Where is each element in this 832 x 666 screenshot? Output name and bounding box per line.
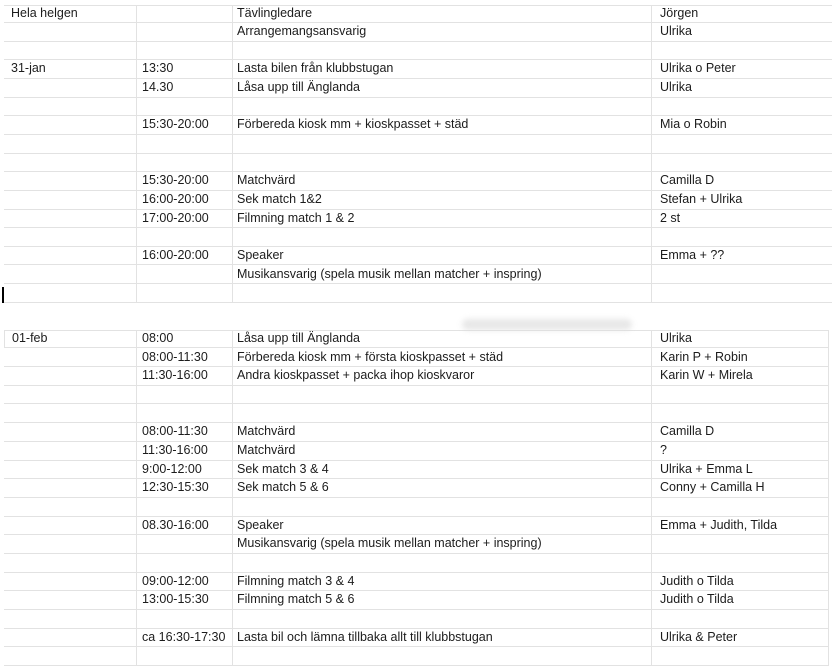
task-cell[interactable] — [233, 386, 652, 405]
person-cell[interactable]: Karin P + Robin — [652, 348, 829, 367]
date-cell[interactable] — [4, 479, 137, 498]
time-cell[interactable]: 11:30-16:00 — [137, 367, 233, 386]
time-cell[interactable] — [137, 386, 233, 405]
date-cell[interactable] — [4, 265, 137, 284]
task-cell[interactable]: Förbereda kiosk mm + kioskpasset + städ — [233, 116, 652, 135]
time-cell[interactable]: 08:00 — [137, 330, 233, 349]
date-cell[interactable] — [4, 79, 137, 98]
time-cell[interactable]: 13:30 — [137, 60, 233, 79]
date-cell[interactable] — [4, 172, 137, 191]
date-cell[interactable] — [4, 573, 137, 592]
text-cursor-caret — [2, 287, 4, 303]
time-cell[interactable]: 17:00-20:00 — [137, 210, 233, 229]
task-cell[interactable]: Tävlingledare — [233, 5, 652, 24]
time-cell[interactable] — [137, 23, 233, 42]
task-cell[interactable] — [233, 647, 652, 666]
task-cell[interactable]: Filmning match 5 & 6 — [233, 591, 652, 610]
person-cell[interactable]: Camilla D — [652, 423, 829, 442]
person-cell[interactable] — [652, 554, 829, 573]
person-cell[interactable]: Conny + Camilla H — [652, 479, 829, 498]
time-cell[interactable]: 08.30-16:00 — [137, 517, 233, 536]
date-cell[interactable] — [4, 629, 137, 648]
date-cell[interactable]: Hela helgen — [4, 5, 137, 24]
time-cell[interactable]: ca 16:30-17:30 — [137, 629, 233, 648]
task-cell[interactable]: Musikansvarig (spela musik mellan matcher + inspring) — [233, 265, 652, 284]
time-cell[interactable]: 16:00-20:00 — [137, 247, 233, 266]
task-cell[interactable] — [233, 554, 652, 573]
time-cell[interactable]: 09:00-12:00 — [137, 573, 233, 592]
schedule-grid-day2 — [4, 330, 829, 666]
schedule-grid-day1 — [4, 5, 832, 303]
task-cell[interactable] — [233, 98, 652, 117]
task-cell[interactable] — [233, 154, 652, 173]
date-cell[interactable] — [4, 98, 137, 117]
person-cell[interactable] — [652, 265, 832, 284]
time-cell[interactable] — [137, 404, 233, 423]
task-cell[interactable]: Sek match 3 & 4 — [233, 461, 652, 480]
person-cell[interactable]: Ulrika + Emma L — [652, 461, 829, 480]
time-cell[interactable] — [137, 154, 233, 173]
task-cell[interactable]: Andra kioskpasset + packa ihop kioskvaror — [233, 367, 652, 386]
person-cell[interactable] — [652, 647, 829, 666]
time-cell[interactable] — [137, 647, 233, 666]
date-cell[interactable] — [4, 247, 137, 266]
date-cell[interactable] — [4, 191, 137, 210]
date-cell[interactable]: 31-jan — [4, 60, 137, 79]
time-cell[interactable] — [137, 5, 233, 24]
task-cell[interactable]: Lasta bilen från klubbstugan — [233, 60, 652, 79]
task-cell[interactable]: Filmning match 1 & 2 — [233, 210, 652, 229]
time-cell[interactable] — [137, 284, 233, 303]
time-cell[interactable]: 15:30-20:00 — [137, 116, 233, 135]
time-cell[interactable]: 08:00-11:30 — [137, 348, 233, 367]
person-cell[interactable] — [652, 284, 832, 303]
person-cell[interactable]: Ulrika — [652, 330, 829, 349]
time-cell[interactable] — [137, 135, 233, 154]
date-cell[interactable] — [4, 367, 137, 386]
time-cell[interactable] — [137, 98, 233, 117]
task-cell[interactable]: Sek match 5 & 6 — [233, 479, 652, 498]
date-cell[interactable] — [4, 461, 137, 480]
date-cell[interactable] — [4, 284, 137, 303]
date-cell[interactable] — [4, 23, 137, 42]
date-cell[interactable] — [4, 116, 137, 135]
person-cell[interactable] — [652, 98, 832, 117]
person-cell[interactable]: Emma + Judith, Tilda — [652, 517, 829, 536]
person-cell[interactable] — [652, 386, 829, 405]
task-cell[interactable] — [233, 228, 652, 247]
task-cell[interactable]: Arrangemangsansvarig — [233, 23, 652, 42]
date-cell[interactable] — [4, 228, 137, 247]
date-cell[interactable] — [4, 154, 137, 173]
date-cell[interactable] — [4, 348, 137, 367]
task-cell[interactable]: Sek match 1&2 — [233, 191, 652, 210]
date-cell[interactable] — [4, 591, 137, 610]
person-cell[interactable]: Emma + ?? — [652, 247, 832, 266]
time-cell[interactable]: 16:00-20:00 — [137, 191, 233, 210]
date-cell[interactable] — [4, 442, 137, 461]
person-cell[interactable]: Ulrika — [652, 79, 832, 98]
time-cell[interactable] — [137, 554, 233, 573]
person-cell[interactable] — [652, 404, 829, 423]
time-cell[interactable] — [137, 42, 233, 61]
time-cell[interactable]: 13:00-15:30 — [137, 591, 233, 610]
person-cell[interactable]: Stefan + Ulrika — [652, 191, 832, 210]
time-cell[interactable] — [137, 265, 233, 284]
time-cell[interactable]: 12:30-15:30 — [137, 479, 233, 498]
smudge-artifact — [462, 319, 632, 330]
person-cell[interactable]: Ulrika & Peter — [652, 629, 829, 648]
task-cell[interactable]: Musikansvarig (spela musik mellan matcher + inspring) — [233, 535, 652, 554]
date-cell[interactable] — [4, 517, 137, 536]
person-cell[interactable]: Judith o Tilda — [652, 591, 829, 610]
person-cell[interactable] — [652, 42, 832, 61]
date-cell[interactable] — [4, 210, 137, 229]
person-cell[interactable] — [652, 535, 829, 554]
time-cell[interactable]: 9:00-12:00 — [137, 461, 233, 480]
time-cell[interactable]: 14.30 — [137, 79, 233, 98]
person-cell[interactable]: ? — [652, 442, 829, 461]
person-cell[interactable]: Ulrika o Peter — [652, 60, 832, 79]
date-cell[interactable] — [4, 535, 137, 554]
task-cell[interactable] — [233, 610, 652, 629]
person-cell[interactable] — [652, 135, 832, 154]
date-cell[interactable] — [4, 423, 137, 442]
person-cell[interactable]: Karin W + Mirela — [652, 367, 829, 386]
date-cell[interactable] — [4, 386, 137, 405]
person-cell[interactable] — [652, 228, 832, 247]
task-cell[interactable]: Låsa upp till Änglanda — [233, 330, 652, 349]
task-cell[interactable]: Filmning match 3 & 4 — [233, 573, 652, 592]
date-cell[interactable] — [4, 554, 137, 573]
task-cell[interactable]: Lasta bil och lämna tillbaka allt till klubbstugan — [233, 629, 652, 648]
task-cell[interactable]: Matchvärd — [233, 442, 652, 461]
person-cell[interactable]: Camilla D — [652, 172, 832, 191]
task-cell[interactable] — [233, 284, 652, 303]
task-cell[interactable]: Speaker — [233, 247, 652, 266]
time-cell[interactable] — [137, 498, 233, 517]
person-cell[interactable]: Ulrika — [652, 23, 832, 42]
date-cell[interactable] — [4, 42, 137, 61]
person-cell[interactable] — [652, 498, 829, 517]
time-cell[interactable] — [137, 610, 233, 629]
person-cell[interactable]: Jörgen — [652, 5, 832, 24]
time-cell[interactable] — [137, 228, 233, 247]
time-cell[interactable] — [137, 535, 233, 554]
task-cell[interactable]: Matchvärd — [233, 423, 652, 442]
date-cell[interactable] — [4, 135, 137, 154]
person-cell[interactable]: 2 st — [652, 210, 832, 229]
task-cell[interactable]: Förbereda kiosk mm + första kioskpasset + städ — [233, 348, 652, 367]
task-cell[interactable]: Låsa upp till Änglanda — [233, 79, 652, 98]
time-cell[interactable]: 11:30-16:00 — [137, 442, 233, 461]
task-cell[interactable]: Matchvärd — [233, 172, 652, 191]
date-cell[interactable] — [4, 647, 137, 666]
date-cell[interactable] — [4, 498, 137, 517]
task-cell[interactable] — [233, 42, 652, 61]
task-cell[interactable]: Speaker — [233, 517, 652, 536]
date-cell[interactable] — [4, 404, 137, 423]
person-cell[interactable] — [652, 154, 832, 173]
time-cell[interactable]: 08:00-11:30 — [137, 423, 233, 442]
task-cell[interactable] — [233, 135, 652, 154]
date-cell[interactable]: 01-feb — [4, 330, 137, 349]
date-cell[interactable] — [4, 610, 137, 629]
person-cell[interactable]: Judith o Tilda — [652, 573, 829, 592]
person-cell[interactable] — [652, 610, 829, 629]
time-cell[interactable]: 15:30-20:00 — [137, 172, 233, 191]
task-cell[interactable] — [233, 498, 652, 517]
person-cell[interactable]: Mia o Robin — [652, 116, 832, 135]
task-cell[interactable] — [233, 404, 652, 423]
